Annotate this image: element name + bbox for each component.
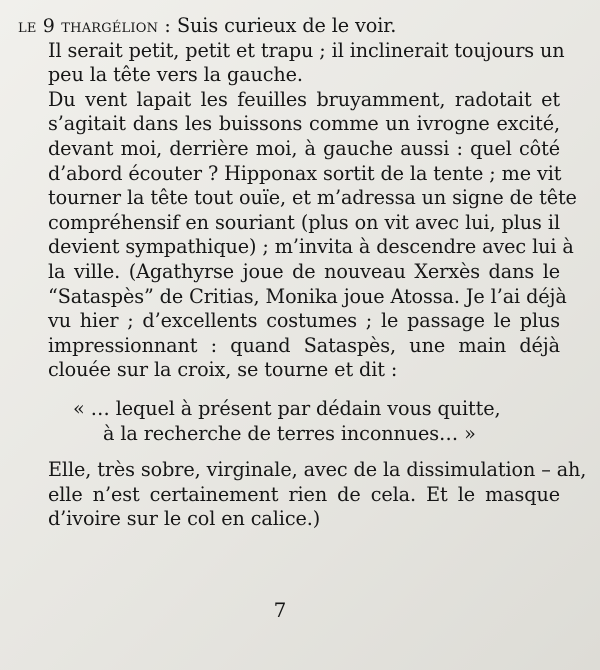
entry-line: la ville. (Agathyrse joue de nouveau Xerxès dans le [48, 259, 560, 283]
closing-line: elle n’est certainement rien de cela. Et le masque [48, 482, 560, 506]
diary-entry [18, 14, 577, 383]
entry-first-line [18, 14, 560, 39]
entry-line: devient sympathique) ; m’invita à descendre avec lui à [48, 235, 574, 259]
entry-line: devant moi, derrière moi, à gauche aussi : quel côté [48, 136, 560, 160]
quote-line-1: « … lequel à présent par dédain vous quitte, [73, 396, 501, 420]
entry-date-heading: le 9 thargélion : [18, 15, 171, 37]
entry-line: clouée sur la croix, se tourne et dit : [48, 358, 398, 382]
entry-line: compréhensif en souriant (plus on vit avec lui, plus il [48, 210, 560, 234]
closing-line: d’ivoire sur le col en calice.) [48, 507, 321, 531]
entry-line: peu la tête vers la gauche. [48, 63, 303, 87]
quote-line-2: à la recherche de terres inconnues… » [103, 421, 476, 445]
entry-line: Il serait petit, petit et trapu ; il inclinerait toujours un [48, 38, 565, 62]
entry-line: tourner la tête tout ouïe, et m’adressa un signe de tête [48, 186, 577, 210]
entry-line: Suis curieux de le voir. [171, 14, 397, 37]
page-number: 7 [273, 598, 287, 622]
closing-line: Elle, très sobre, virginale, avec de la dissimulation – ah, [48, 458, 587, 482]
entry-line: impressionnant : quand Sataspès, une main déjà [48, 333, 560, 357]
entry-line: vu hier ; d’excellents costumes ; le passage le plus [48, 309, 560, 333]
closing-paragraph [18, 458, 587, 532]
entry-line: d’abord écouter ? Hipponax sortit de la tente ; me vit [48, 161, 562, 185]
entry-line: Du vent lapait les feuilles bruyamment, radotait et [48, 87, 560, 111]
quotation [18, 397, 560, 446]
entry-line: s’agitait dans les buissons comme un ivrogne excité, [48, 112, 560, 136]
entry-line: “Sataspès” de Critias, Monika joue Atossa. Je l’ai déjà [48, 284, 567, 308]
